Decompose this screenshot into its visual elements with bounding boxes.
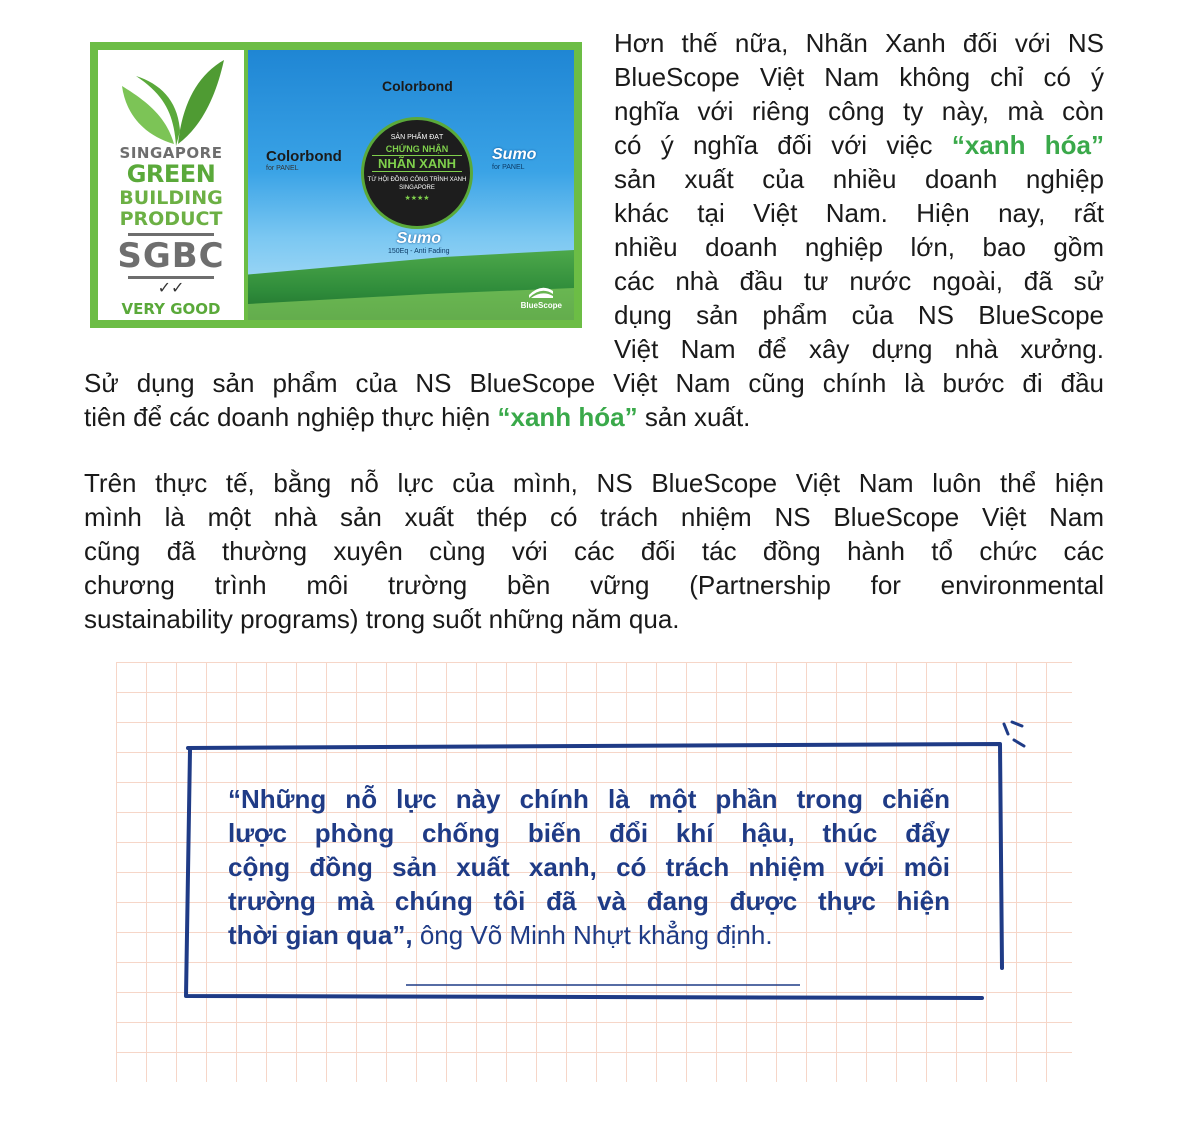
p3-line-2: mình là một nhà sản xuất thép có trách nhiệm NS BlueScope Việt Nam xyxy=(84,502,1104,532)
badge-line-1: SẢN PHẨM ĐẠT xyxy=(390,134,444,141)
quote-line-1 xyxy=(228,782,950,816)
badge-line-2: CHỨNG NHẬN xyxy=(385,144,449,154)
p1-line-6: khác tại Việt Nam. Hiện nay, rất xyxy=(614,198,1104,228)
p1-line-8: các nhà đầu tư nước ngoài, đã sử xyxy=(614,266,1104,296)
sgbc-line-3: BUILDING xyxy=(119,187,223,209)
sparkle-icon xyxy=(1004,722,1024,746)
badge-line-3: NHÃN XANH xyxy=(372,155,462,172)
bluescope-logo-text: BlueScope xyxy=(520,301,562,310)
p3-line-1: Trên thực tế, bằng nỗ lực của mình, NS BlueScope Việt Nam luôn thể hiện xyxy=(84,468,1104,498)
quote-line-4 xyxy=(228,884,950,918)
p1-line-1: Hơn thế nữa, Nhãn Xanh đối với NS xyxy=(614,28,1104,58)
sgbc-line-2: GREEN xyxy=(126,160,216,188)
badge-stars-icon: ★★★★ xyxy=(404,195,430,202)
p1-line-9: dụng sản phẩm của NS BlueScope xyxy=(614,300,1104,330)
sgbc-line-4: PRODUCT xyxy=(119,208,223,230)
p3-line-5: sustainability programs) trong suốt những năm qua. xyxy=(84,604,680,634)
quote-line-5 xyxy=(228,918,950,952)
quote-text xyxy=(228,782,950,952)
p1-line-10: Việt Nam để xây dựng nhà xưởng. xyxy=(614,334,1104,364)
quote-line-4-text: trường mà chúng tôi đã và đang được thực hiện xyxy=(228,886,950,916)
quote-line-2 xyxy=(228,816,950,850)
p1-line-5: sản xuất của nhiều doanh nghiệp xyxy=(614,164,1104,194)
check-marks-icon: ✓✓ xyxy=(157,278,185,297)
brand-colorbond-left-sub: for PANEL xyxy=(266,165,299,172)
p2-line-2-after: sản xuất. xyxy=(644,402,751,432)
p1-line-4-text: có ý nghĩa đối với việc xyxy=(614,130,933,160)
brand-colorbond-top: Colorbond xyxy=(382,78,453,94)
sgbc-line-5: SGBC xyxy=(117,236,225,276)
p1-highlight: “xanh hóa” xyxy=(951,130,1104,160)
brand-sumo-right-label: Sumo xyxy=(492,146,537,163)
brand-sumo-right-sub: for PANEL xyxy=(492,164,525,171)
quote-last-bold: thời gian qua”, xyxy=(228,920,413,950)
p2-line-1: Sử dụng sản phẩm của NS BlueScope Việt Nam cũng chính là bước đi đầu xyxy=(84,368,1104,398)
p2-line-2-before: tiên để các doanh nghiệp thực hiện xyxy=(84,402,491,432)
p2-highlight: “xanh hóa” xyxy=(497,402,638,432)
sgbc-line-1: SINGAPORE xyxy=(119,144,223,162)
p3-line-4: chương trình môi trường bền vững (Partnership for environmental xyxy=(84,570,1104,600)
badge-line-4: TỪ HỘI ĐỒNG CÔNG TRÌNH XANH SINGAPORE xyxy=(367,177,467,191)
quote-line-3-text: cộng đồng sản xuất xanh, có trách nhiệm với môi xyxy=(228,852,950,882)
p3-line-3: cũng đã thường xuyên cùng với các đối tác đồng hành tổ chức các xyxy=(84,536,1104,566)
quote-line-3 xyxy=(228,850,950,884)
brand-colorbond-left-label: Colorbond xyxy=(266,148,342,165)
quote-line-2-text: lược phòng chống biến đổi khí hậu, thúc đẩy xyxy=(228,818,950,848)
sgbc-rating: VERY GOOD xyxy=(121,300,221,318)
p1-line-3: nghĩa với riêng công ty này, mà còn xyxy=(614,96,1104,126)
brand-sumo-bottom-label: Sumo xyxy=(396,230,441,247)
quote-attribution: ông Võ Minh Nhựt khẳng định. xyxy=(419,920,773,950)
p1-line-2: BlueScope Việt Nam không chỉ có ý xyxy=(614,62,1104,92)
p1-line-7: nhiều doanh nghiệp lớn, bao gồm xyxy=(614,232,1104,262)
quote-line-1-text: “Những nỗ lực này chính là một phần trong chiến xyxy=(228,784,950,814)
brand-sumo-bottom-sub: 150Eq - Anti Fading xyxy=(388,248,450,255)
